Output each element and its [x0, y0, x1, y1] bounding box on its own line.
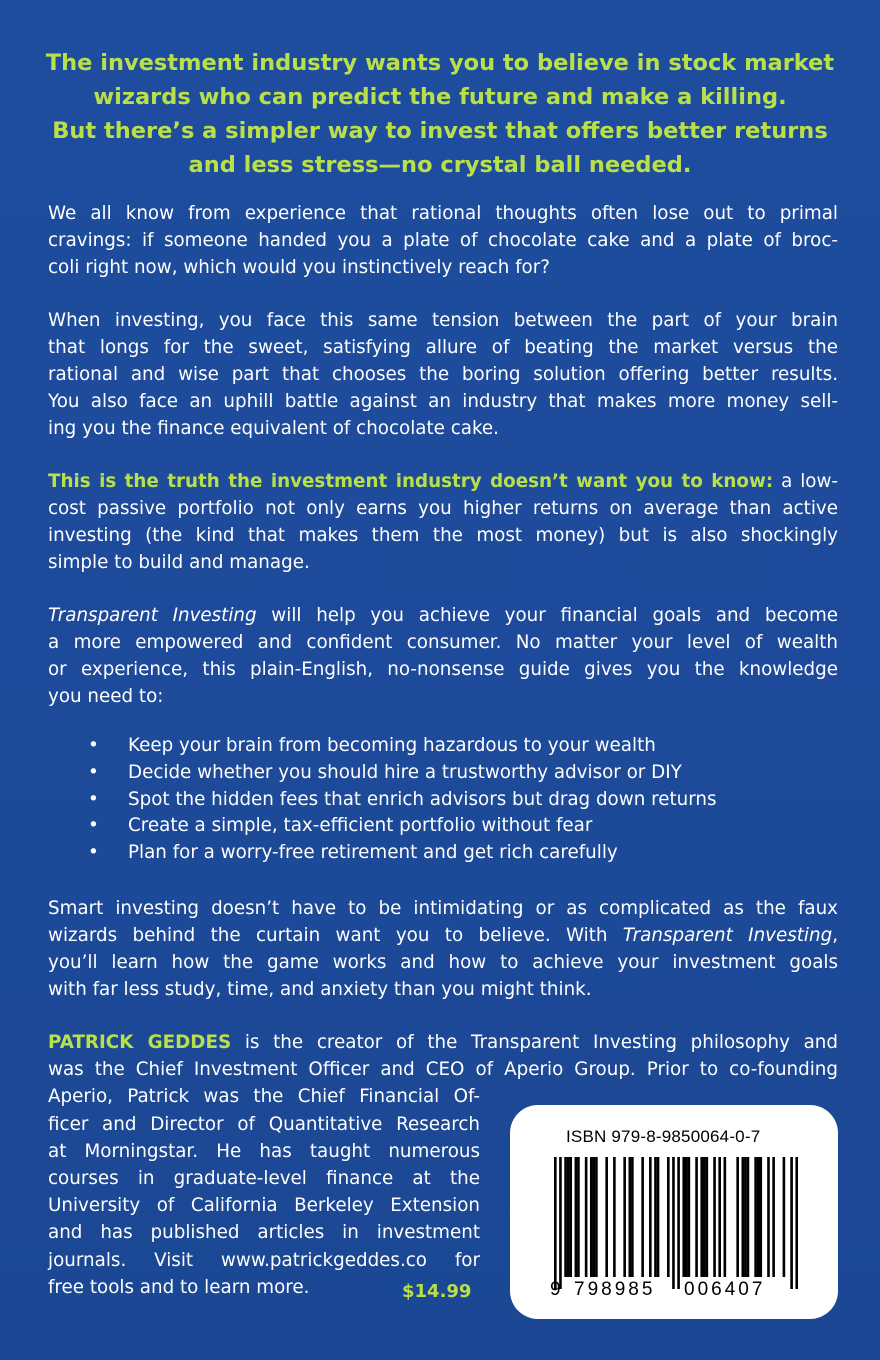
text-line: a more empowered and confident consumer. No matter your level of wealth: [48, 632, 838, 653]
list-item: [48, 760, 808, 787]
bullet-icon: •: [88, 788, 99, 810]
barcode-bar: [713, 1157, 716, 1277]
book-title: Transparent Investing: [622, 925, 833, 946]
barcode-bar: [667, 1157, 670, 1277]
barcode-bar: [703, 1157, 706, 1277]
tension-paragraph: [48, 307, 838, 442]
barcode-bar: [631, 1157, 634, 1277]
barcode-bar: [559, 1157, 562, 1289]
barcode-bar: [744, 1157, 747, 1277]
barcode-bar: [613, 1157, 616, 1277]
barcode-bar: [718, 1157, 721, 1277]
text-fragment: will help you achieve your financial goals and become: [256, 605, 838, 626]
text-line: at Morningstar. He has taught numerous: [48, 1140, 480, 1162]
barcode-bar: [623, 1157, 626, 1277]
headline-line: wizards who can predict the future and make a killing.: [93, 84, 787, 110]
barcode-bar: [741, 1157, 744, 1277]
text-line: coli right now, which would you instinctively reach for?: [48, 257, 550, 278]
text-line: simple to build and manage.: [48, 552, 310, 573]
truth-paragraph: [48, 468, 838, 576]
barcode-bar: [677, 1157, 680, 1289]
text-line: You also face an uphill battle against an industry that makes more money sell-: [48, 391, 838, 412]
text-line: cravings: if someone handed you a plate of chocolate cake and a plate of broc-: [48, 230, 838, 251]
bullet-icon: •: [88, 815, 99, 837]
barcode-bar: [569, 1157, 572, 1277]
barcode-panel: [510, 1105, 838, 1319]
barcode-bar: [795, 1157, 798, 1289]
text-line: ing you the finance equivalent of chocolate cake.: [48, 418, 499, 439]
text-fragment: a low-: [773, 471, 839, 492]
book-title: Transparent Investing: [48, 605, 257, 626]
list-item-text: Create a simple, tax-efficient portfolio without fear: [128, 815, 593, 837]
list-item-text: Keep your brain from becoming hazardous to your wealth: [128, 735, 656, 756]
intro-paragraph: [48, 200, 838, 281]
barcode-bar: [685, 1157, 688, 1277]
text-line: you’ll learn how the game works and how to achieve your investment goals: [48, 952, 838, 973]
headline-line: But there’s a simpler way to invest that offers better returns: [52, 118, 828, 144]
barcode-bar: [783, 1157, 786, 1277]
barcode-digit-group: 798985: [574, 1279, 656, 1300]
text-line: University of California Berkeley Extension: [48, 1195, 480, 1217]
price: $14.99: [402, 1281, 472, 1302]
text-line: cost passive portfolio not only earns you higher returns on average than active: [48, 498, 838, 519]
text-line: [48, 468, 838, 495]
truth-lead: This is the truth the investment industry doesn’t want you to know:: [48, 471, 774, 492]
text-line: Smart investing doesn’t have to be intimidating or as complicated as the faux: [48, 898, 838, 919]
text-line: When investing, you face this same tension between the part of your brain: [48, 310, 838, 331]
text-line: [48, 922, 838, 949]
barcode-bar: [747, 1157, 750, 1277]
barcode-bar: [605, 1157, 608, 1277]
barcode-bar: [682, 1157, 685, 1277]
benefits-list: [48, 733, 808, 867]
barcode-icon: [554, 1157, 798, 1289]
text-line: free tools and to learn more.: [48, 1276, 310, 1298]
list-item: [48, 733, 808, 760]
text-line: with far less study, time, and anxiety than you might think.: [48, 979, 592, 1000]
text-fragment: wizards behind the curtain want you to believe. With: [48, 925, 623, 946]
text-line: was the Chief Investment Officer and CEO of Aperio Group. Prior to co-founding: [48, 1059, 838, 1081]
list-item: [48, 787, 808, 814]
barcode-bar: [585, 1157, 588, 1277]
barcode-bar: [759, 1157, 762, 1277]
barcode-bar: [736, 1157, 739, 1277]
text-line: rational and wise part that chooses the boring solution offering better results.: [48, 364, 838, 385]
barcode-bar: [564, 1157, 567, 1277]
headline: [40, 46, 840, 182]
barcode-bar: [654, 1157, 657, 1277]
barcode-digit-lead: 9: [550, 1279, 561, 1300]
text-line: journals. Visit www.patrickgeddes.co for: [48, 1249, 480, 1271]
barcode-bar: [649, 1157, 652, 1277]
barcode-bar: [567, 1157, 570, 1277]
text-line: [48, 602, 838, 629]
text-line: and has published articles in investment: [48, 1222, 480, 1244]
text-line: you need to:: [48, 686, 164, 707]
barcode-bar: [754, 1157, 757, 1277]
text-line: that longs for the sweet, satisfying allure of beating the market versus the: [48, 337, 838, 358]
barcode-digit-group: 006407: [684, 1279, 766, 1300]
barcode-bar: [577, 1157, 580, 1277]
barcode-bar: [700, 1157, 703, 1277]
barcode-bar: [657, 1157, 660, 1277]
barcode-bar: [772, 1157, 775, 1277]
list-item-text: Spot the hidden fees that enrich advisors but drag down returns: [128, 788, 717, 810]
list-item-text: Decide whether you should hire a trustworthy advisor or DIY: [128, 761, 682, 783]
bullet-icon: •: [88, 842, 99, 864]
closing-paragraph: [48, 895, 838, 1003]
isbn-label: ISBN 979-8-9850064-0-7: [566, 1127, 761, 1146]
headline-line: The investment industry wants you to believe in stock market: [45, 50, 835, 76]
barcode-bar: [695, 1157, 698, 1277]
barcode-bar: [706, 1157, 709, 1277]
barcode-bar: [672, 1157, 675, 1289]
text-fragment: ,: [832, 925, 838, 946]
barcode-bar: [724, 1157, 727, 1277]
barcode-bar: [628, 1157, 631, 1277]
text-line: We all know from experience that rational thoughts often lose out to primal: [48, 203, 838, 224]
text-line: [48, 1029, 838, 1056]
barcode-bar: [575, 1157, 578, 1277]
book-paragraph: [48, 602, 838, 710]
barcode-bar: [554, 1157, 557, 1289]
barcode-bar: [767, 1157, 770, 1277]
text-line: ficer and Director of Quantitative Research: [48, 1113, 480, 1135]
text-fragment: is the creator of the Transparent Investing philosophy and: [231, 1032, 838, 1053]
text-line: Aperio, Patrick was the Chief Financial Of-: [48, 1086, 480, 1108]
bullet-icon: •: [88, 761, 99, 783]
barcode-bar: [590, 1157, 593, 1277]
list-item: [48, 840, 808, 867]
barcode-bar: [593, 1157, 596, 1277]
text-line: investing (the kind that makes them the most money) but is also shockingly: [48, 525, 838, 546]
list-item-text: Plan for a worry-free retirement and get rich carefully: [128, 842, 618, 864]
barcode-bar: [790, 1157, 793, 1289]
author-name: PATRICK GEDDES: [48, 1032, 232, 1053]
barcode-bar: [641, 1157, 644, 1277]
list-item: [48, 813, 808, 840]
barcode-bar: [688, 1157, 691, 1277]
bullet-icon: •: [88, 735, 99, 756]
text-line: courses in graduate-level finance at the: [48, 1168, 480, 1190]
barcode-bar: [757, 1157, 760, 1277]
barcode-bar: [595, 1157, 598, 1277]
text-line: or experience, this plain-English, no-nonsense guide gives you the knowledge: [48, 659, 838, 680]
headline-line: and less stress—no crystal ball needed.: [188, 152, 692, 178]
